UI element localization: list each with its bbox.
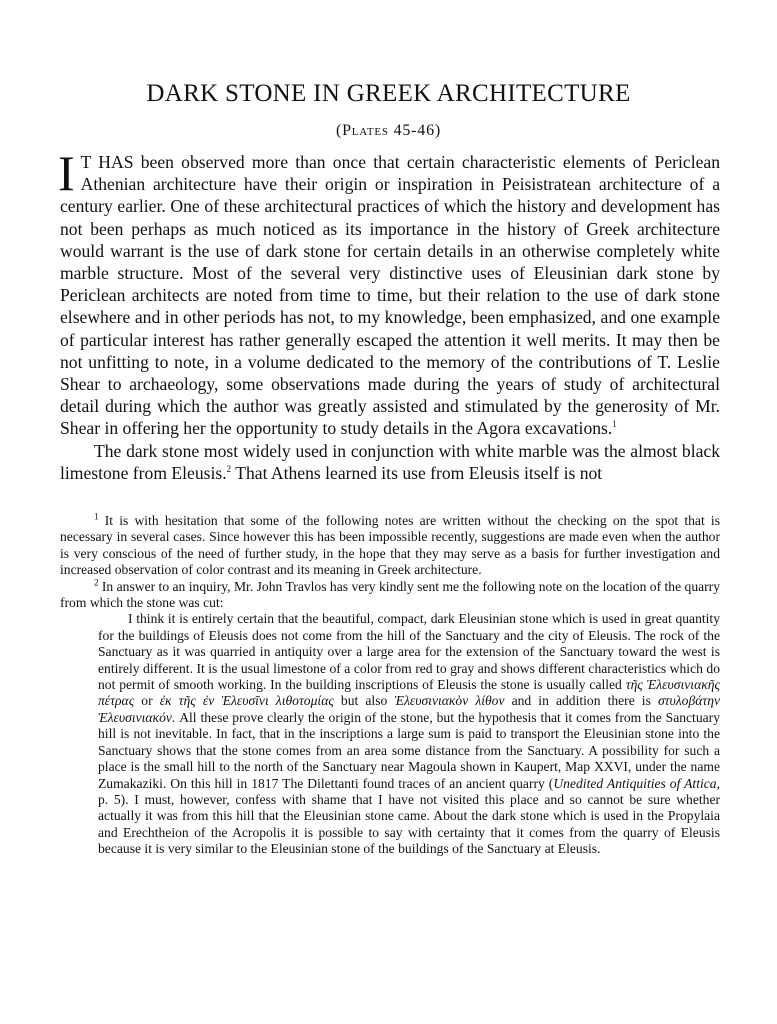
quote-text-3: but also xyxy=(333,693,395,709)
quote-text-5: . All these prove clearly the origin of the stone, but the hypothesis that it comes from the Sanctuary hill is not inevitable. In fact, that in the inscriptions a large sum is paid to transport the Eleusinian stone into the Sanctuary shows that the stone comes from an area some distance from the Sanctuary. A possibility for such a place is the small hill to the north of the Sanctuary near Magoula shown in Kaupert, Map XXVI, under the name Zumakaziki. On this hill in 1817 The Dilettanti found traces of an ancient quarry ( xyxy=(98,709,720,791)
drop-cap: I xyxy=(58,145,75,201)
footnote-2-text: In answer to an inquiry, Mr. John Travlos has very kindly sent me the following note on the location of the quarry from which the stone was cut: xyxy=(60,578,720,611)
greek-phrase-1: τῆς Ἐλευσινιακῆς πέτρας xyxy=(98,677,720,709)
footnote-1 xyxy=(60,513,720,579)
quote-text-4: and in addition there is xyxy=(504,693,658,709)
paragraph-1 xyxy=(58,145,720,440)
plates-reference: (Plates 45-46) xyxy=(335,122,442,139)
article-title: DARK STONE IN GREEK ARCHITECTURE xyxy=(146,80,631,107)
footnote-ref-1: 1 xyxy=(612,419,617,430)
main-text xyxy=(58,145,720,484)
footnote-2-mark: 2 xyxy=(94,577,99,588)
greek-phrase-2: ἐκ τῆς ἐν Ἐλευσῖνι λιθοτομίας xyxy=(159,693,334,709)
footnote-1-mark: 1 xyxy=(94,511,99,522)
book-title: Unedited Antiquities of Attica xyxy=(553,775,717,791)
greek-phrase-3: Ἐλευσινιακὸν λίθον xyxy=(394,693,505,709)
footnote-2 xyxy=(60,579,720,612)
quote-text-6: , p. 5). I must, however, confess with shame that I have not visited this place and so cannot be sure whether actually it was from this hill that the Eleusinian stone came. About the dark stone which is used in the Propylaia and Erechtheion of the Acropolis it is possible to say with certainty that it comes from the quarry of Eleusis because it is very similar to the Eleusinian stone of the buildings of the Sanctuary at Eleusis. xyxy=(98,775,720,857)
quote-text-2: or xyxy=(134,693,160,709)
footnote-1-text: It is with hesitation that some of the following notes are written without the checking on the spot that is necessary in several cases. Since however this has been impossible recently, suggestions are made even when the author is very conscious of the need of further study, in the hope that they may serve as a basis for further investigation and increased observation of color contrast and its meaning in Greek architecture. xyxy=(60,513,720,578)
paragraph-2 xyxy=(60,440,720,484)
paragraph-1-text: T HAS been observed more than once that certain characteristic elements of Periclean Athenian architecture have their origin or inspiration in Peisistratean architecture of a century earlier. One of these architectural practices of which the history and development has not been perhaps as much noticed as its importance in the history of Greek architecture would warrant is the use of dark stone for certain details in an otherwise completely white marble structure. Most of the several very distinctive uses of Eleusinian dark stone by Periclean architects are noted from time to time, but their relation to the use of dark stone elsewhere and in other periods has not, to my knowledge, been emphasized, and one example of particular interest has rather generally escaped the attention it well merits. It may then be not unfitting to note, in a volume dedicated to the memory of the contributions of T. Leslie Shear to archaeology, some observations made during the years of study of architectural detail during which the author was greatly assisted and stimulated by the generosity of Mr. Shear in offering her the opportunity to study details in the Agora excavations. xyxy=(60,152,720,439)
block-quote xyxy=(98,611,720,857)
footnotes xyxy=(60,513,720,858)
footnote-ref-2: 2 xyxy=(226,463,232,474)
paragraph-2-text-b: That Athens learned its use from Eleusis itself is not xyxy=(231,462,603,483)
greek-phrase-4: στυλοβάτην Ἐλευσινιακόν xyxy=(98,693,721,725)
quote-text-1: I think it is entirely certain that the beautiful, compact, dark Eleusinian stone which is used in great quantity for the buildings of Eleusis does not come from the hill of the Sanctuary and the city of Eleusis. The rock of the Sanctuary as it was quarried in antiquity over a large area for the extension of the Sanctuary toward the west is entirely different. It is the usual limestone of a color from red to gray and shows different characteristics which do not permit of smooth working. In the building inscriptions of Eleusis the stone is usually called xyxy=(98,611,720,693)
paragraph-2-text-a: The dark stone most widely used in conjunction with white marble was the almost black limestone from Eleusis. xyxy=(60,440,720,483)
